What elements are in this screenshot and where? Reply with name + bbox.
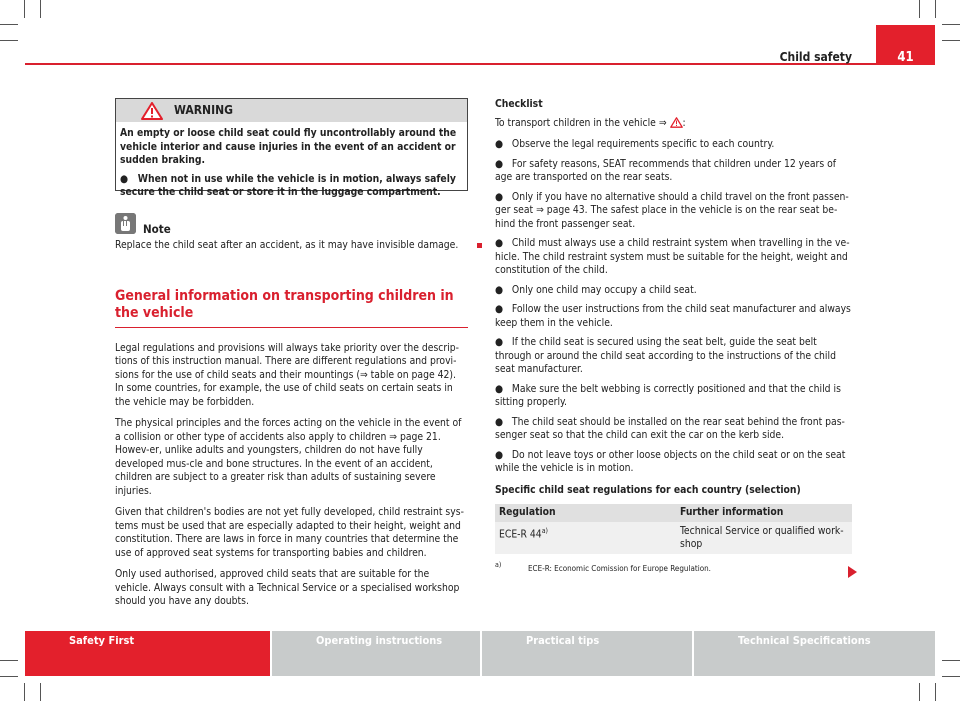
list-item-text: If the child seat is secured using the seat belt, guide the seat belt through or around the child seat according to the instructions of the child seat manufacturer. <box>495 336 836 375</box>
checklist-intro-text: To transport children in the vehicle ⇒ <box>495 116 667 129</box>
bullet-glyph: ● <box>495 415 504 428</box>
crop-mark <box>40 0 41 18</box>
checklist-intro <box>495 117 855 133</box>
right-column <box>495 98 855 574</box>
bullet-glyph: ● <box>495 382 504 395</box>
list-item <box>495 191 855 232</box>
list-item-text: Do not leave toys or other loose objects on the child seat or on the seat while the vehicle is in motion. <box>495 448 846 474</box>
paragraph-text: In some countries, for example, the use of child seats on certain seats in the vehicle may be forbidden. <box>115 382 453 408</box>
info-hand-icon <box>115 213 136 234</box>
crop-mark <box>942 24 960 25</box>
section-heading: General information on transporting children in the vehicle <box>115 288 468 328</box>
paragraph <box>115 342 468 410</box>
warning-triangle-icon <box>141 102 163 125</box>
note-text-wrap <box>115 239 468 253</box>
bullet-glyph: ● <box>120 172 129 185</box>
footnote <box>495 560 855 574</box>
continue-arrow-icon <box>848 566 857 578</box>
checklist <box>495 138 855 476</box>
crop-mark <box>0 40 18 41</box>
table-header-row <box>495 504 852 522</box>
list-item-text: Follow the user instructions from the child seat manufacturer and always keep them in the vehicle. <box>495 303 851 329</box>
warning-box <box>115 98 468 198</box>
bullet-glyph: ● <box>495 448 504 461</box>
list-item-text: For safety reasons, SEAT recommends that children under 12 years of age are transported on the rear seats. <box>495 157 837 183</box>
warning-bullet-text: When not in use while the vehicle is in motion, always safely secure the child seat or store it in the luggage compartment. <box>120 172 456 198</box>
list-item <box>495 336 855 377</box>
list-item <box>495 303 855 330</box>
bullet-glyph: ● <box>495 157 504 170</box>
footnote-text: ECE-R: Economic Comission for Europe Regulation. <box>528 563 711 573</box>
tab-safety-first[interactable]: Safety First <box>25 631 270 676</box>
section-end-marker <box>477 243 482 248</box>
page-number: 41 <box>876 25 935 65</box>
warning-body <box>116 122 467 200</box>
list-item <box>495 237 855 278</box>
checklist-intro-colon: : <box>682 116 686 129</box>
footnote-mark: a) <box>495 560 502 569</box>
crop-mark <box>942 660 960 661</box>
crop-mark <box>935 683 936 701</box>
warning-text: An empty or loose child seat could fly uncontrollably around the vehicle interior and cause injuries in the event of an accident or sudden braking. <box>120 127 457 166</box>
crop-mark <box>0 24 18 25</box>
bullet-glyph: ● <box>495 190 504 203</box>
crop-mark <box>942 40 960 41</box>
table-header-cell: Regulation <box>495 504 676 522</box>
regulation-name: ECE-R 44 <box>499 527 542 540</box>
bullet-glyph: ● <box>495 237 504 249</box>
note-text: Replace the child seat after an accident, as it may have invisible damage. <box>115 239 459 251</box>
table-cell <box>495 522 676 554</box>
table-row <box>495 522 852 554</box>
list-item <box>495 416 855 443</box>
checklist-title: Checklist <box>495 98 543 110</box>
list-item <box>495 449 855 476</box>
list-item-text: Child must always use a child restraint system when travelling in the ve-hicle. The child restraint system must be suitable for the height, weight and constitution of the child. <box>495 237 850 276</box>
warning-bullet <box>120 173 463 200</box>
bullet-glyph: ● <box>495 283 504 296</box>
tab-practical-tips[interactable]: Practical tips <box>482 631 692 676</box>
bullet-glyph: ● <box>495 138 504 150</box>
regulations-title: Specific child seat regulations for each country (selection) <box>495 483 801 496</box>
list-item-text: Only if you have no alternative should a child travel on the front passen-ger seat ⇒ page 43. The safest place in the vehicle is on the rear seat be-hind the front passenger seat. <box>495 190 849 230</box>
note-title: Note <box>143 222 171 236</box>
crop-mark <box>24 683 25 701</box>
crop-mark <box>24 0 25 18</box>
crop-mark <box>0 660 18 661</box>
table-header-cell: Further information <box>676 504 852 522</box>
warning-header <box>116 99 467 122</box>
crop-mark <box>942 676 960 677</box>
list-item <box>495 138 855 152</box>
crop-mark <box>919 683 920 701</box>
page-section-title: Child safety <box>779 50 852 64</box>
list-item-text: Observe the legal requirements specific to each country. <box>511 138 775 150</box>
list-item <box>495 383 855 410</box>
list-item-text: The child seat should be installed on the rear seat behind the front pas-senger seat so that the child can exit the car on the kerb side. <box>495 415 845 441</box>
warning-reference-icon[interactable] <box>670 117 683 133</box>
table-cell: Technical Service or qualified work-shop <box>676 522 852 554</box>
bullet-glyph: ● <box>495 336 504 348</box>
list-item-text: Make sure the belt webbing is correctly positioned and that the child is sitting properly. <box>495 382 841 408</box>
list-item <box>495 284 855 298</box>
crop-mark <box>935 0 936 18</box>
paragraph-text: Legal regulations and provisions will always take priority over the descrip-tions of this instruction manual. There are different regulations and provi-sions for the use of child seats and their mountings (⇒ table on page 42). <box>115 341 459 381</box>
list-item <box>495 158 855 185</box>
paragraph: Given that children's bodies are not yet fully developed, child restraint sys-tems must be used that are especially adapted to their height, weight and constitution. There are laws in force in many countries that determine the use of approved seat systems for transporting babies and children. <box>115 506 464 559</box>
note-header <box>115 213 468 237</box>
crop-mark <box>0 676 18 677</box>
bullet-glyph: ● <box>495 303 504 315</box>
crop-mark <box>40 683 41 701</box>
paragraph: The physical principles and the forces acting on the vehicle in the event of a collision or other type of accidents also apply to children ⇒ page 21. Howev-er, unlike adults and youngsters, children do not have fully developed mus-cle and bone structures. In the event of an accident, children are subject to a greater risk than adults of sustaining severe injuries. <box>115 417 462 497</box>
list-item-text: Only one child may occupy a child seat. <box>511 283 697 296</box>
tab-technical-specifications[interactable]: Technical Specifications <box>694 631 935 676</box>
tab-operating-instructions[interactable]: Operating instructions <box>272 631 480 676</box>
regulations-table <box>495 504 852 554</box>
paragraph: Only used authorised, approved child seats that are suitable for the vehicle. Always consult with a Technical Service or a specialised workshop should you have any doubts. <box>115 568 460 607</box>
left-column <box>115 98 468 609</box>
crop-mark <box>919 0 920 18</box>
footnote-ref[interactable]: a) <box>541 526 549 535</box>
warning-title: WARNING <box>174 103 233 117</box>
